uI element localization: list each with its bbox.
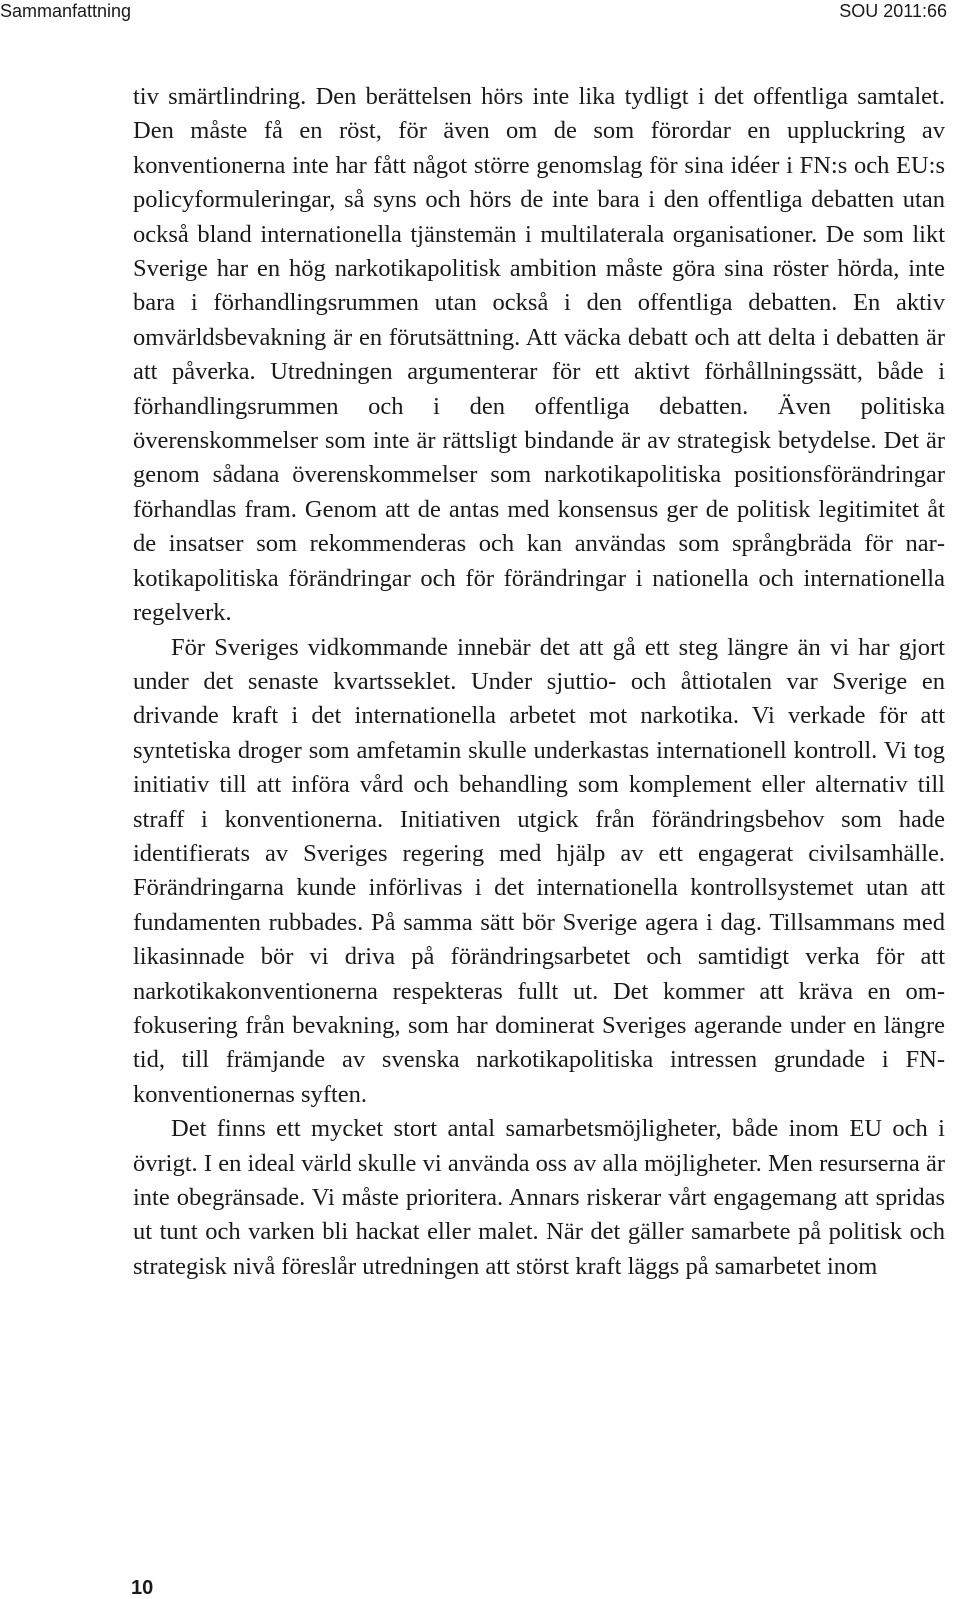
- paragraph: För Sveriges vidkommande innebär det att gå ett steg längre än vi har gjort under det senaste kvartsseklet. Under sjuttio- och åttiotalen var Sverige en drivande kraft i det internationella arbetet mot narkotika. Vi verkade för att syntetiska droger som amfetamin skulle underkastas internationell kontroll. Vi tog initiativ till att införa vård och behandling som komplement eller alternativ till straff i konventionerna. Initiativen utgick från förändringsbehov som hade identifierats av Sveriges regering med hjälp av ett engagerat civilsamhälle. Förändringarna kunde införlivas i det internationella kontrollsystemet utan att fundamenten rubbades. På samma sätt bör Sverige agera i dag. Tillsammans med likasinnade bör vi driva på förändringsarbetet och samtidigt verka för att narkotikakonventionerna respekteras fullt ut. Det kommer att kräva en omfokusering från bevakning, som har dominerat Sveriges agerande under en längre tid, till främjande av svenska narkotikapolitiska intressen grundade i FN-konventionernas syften.: [133, 633, 945, 1108]
- page-number: 10: [131, 1577, 154, 1599]
- section-title: Sammanfattning: [0, 1, 132, 21]
- paragraph: tiv smärtlindring. Den berättelsen hörs inte lika tydligt i det offentliga samtalet. Den måste få en röst, för även om de som förordar en uppluckring av konventionerna inte har fått något större genomslag för sina idéer i FN:s och EU:s policyformuleringar, så syns och hörs de inte bara i den offentliga debatten utan också bland internationella tjänstemän i multilaterala organisationer. De som likt Sverige har en hög narkotikapolitisk ambition måste göra sina röster hörda, inte bara i förhandlingsrummen utan också i den offentliga debatten. En aktiv omvärldsbevakning är en förutsättning. Att väcka debatt och att delta i debatten är att påverka. Utredningen argumenterar för ett aktivt förhållningssätt, både i förhandlingsrummen och i den offentliga debatten. Även politiska överenskommelser som inte är rättsligt bindande är av strategisk betydelse. Det är genom sådana överenskommelser som narkotikapolitiska positionsförändringar förhandlas fram. Genom att de antas med konsensus ger de politisk legitimitet åt de insatser som rekommenderas och kan användas som språngbräda för narkotikapolitiska förändringar och för förändringar i nationella och internationella regelverk.: [133, 83, 945, 627]
- report-number: SOU 2011:66: [839, 1, 947, 21]
- running-header: [0, 0, 960, 26]
- body-text: [133, 80, 945, 1284]
- paragraph: Det finns ett mycket stort antal samarbetsmöjligheter, både inom EU och i övrigt. I en ideal värld skulle vi använda oss av alla möjligheter. Men resurserna är inte obegränsade. Vi måste prioritera. Annars riskerar vårt engagemang att spridas ut tunt och varken bli hackat eller malet. När det gäller samarbete på politisk och strategisk nivå föreslår utredningen att störst kraft läggs på samarbetet inom: [133, 1115, 945, 1280]
